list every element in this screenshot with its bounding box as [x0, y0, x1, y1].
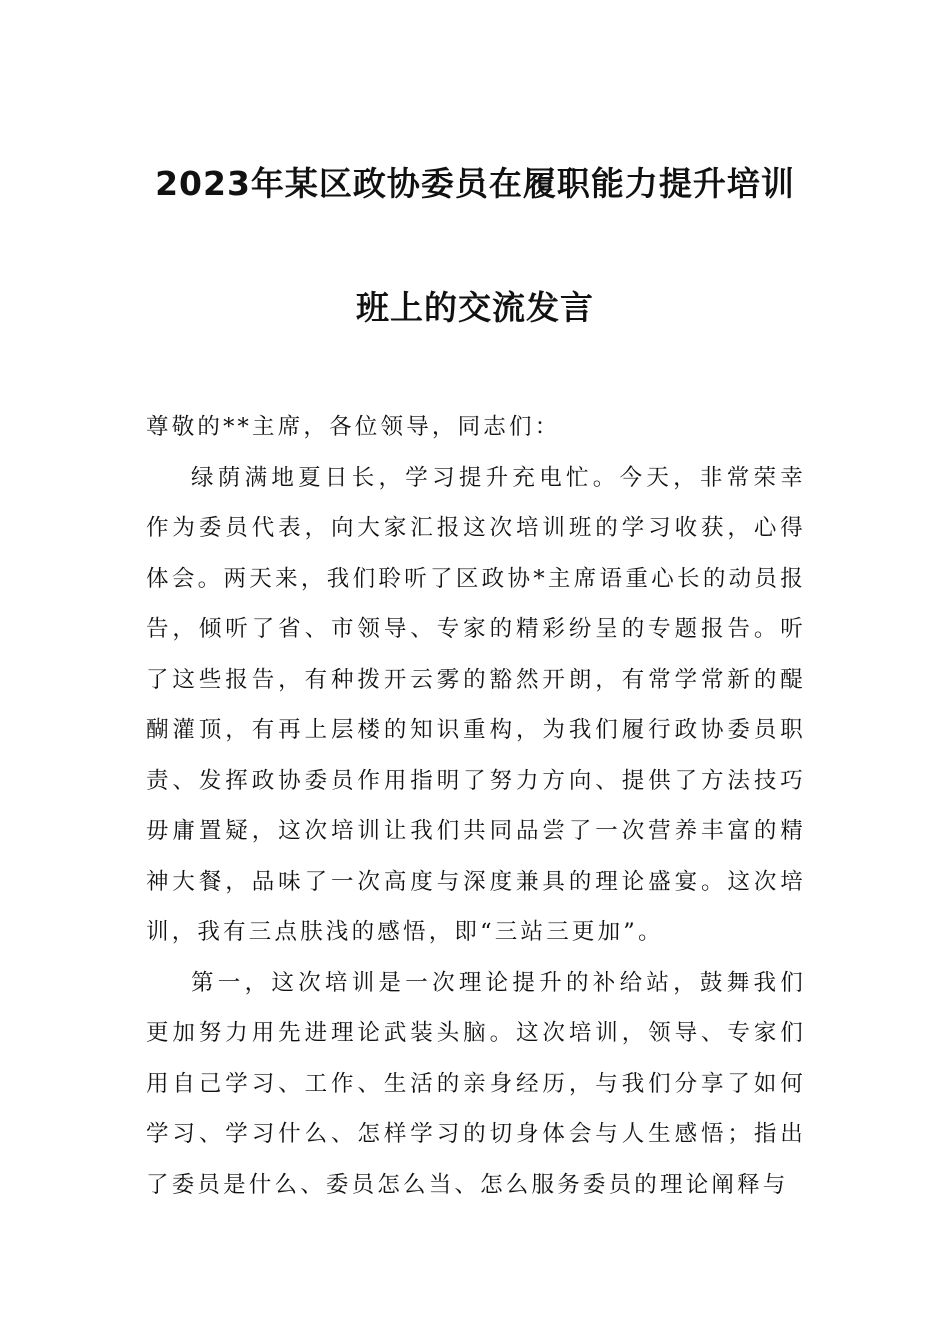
document-title-line-2: 班上的交流发言: [356, 288, 594, 327]
body-paragraph-1: 绿荫满地夏日长，学习提升充电忙。今天，非常荣幸作为委员代表，向大家汇报这次培训班的学习收获，心得体会。两天来，我们聆听了区政协*主席语重心长的动员报告，倾听了省、市领导、专家的精彩纷呈的专题报告。听了这些报告，有种拨开云雾的豁然开朗，有常学常新的醍醐灌顶，有再上层楼的知识重构，为我们履行政协委员职责、发挥政协委员作用指明了努力方向、提供了方法技巧毋庸置疑，这次培训让我们共同品尝了一次营养丰富的精神大餐，品味了一次高度与深度兼具的理论盛宴。这次培训，我有三点肤浅的感悟，即“三站三更加”。: [146, 464, 806, 945]
salutation: 尊敬的**主席，各位领导，同志们：: [146, 414, 561, 440]
document-body: [146, 402, 806, 1210]
document-title-line-1: 2023年某区政协委员在履职能力提升培训: [155, 164, 795, 203]
body-paragraph-2: 第一，这次培训是一次理论提升的补给站，鼓舞我们更加努力用先进理论武装头脑。这次培训，领导、专家们用自己学习、工作、生活的亲身经历，与我们分享了如何学习、学习什么、怎样学习的切身体会与人生感悟；指出了委员是什么、委员怎么当、怎么服务委员的理论阐释与: [146, 969, 806, 1198]
